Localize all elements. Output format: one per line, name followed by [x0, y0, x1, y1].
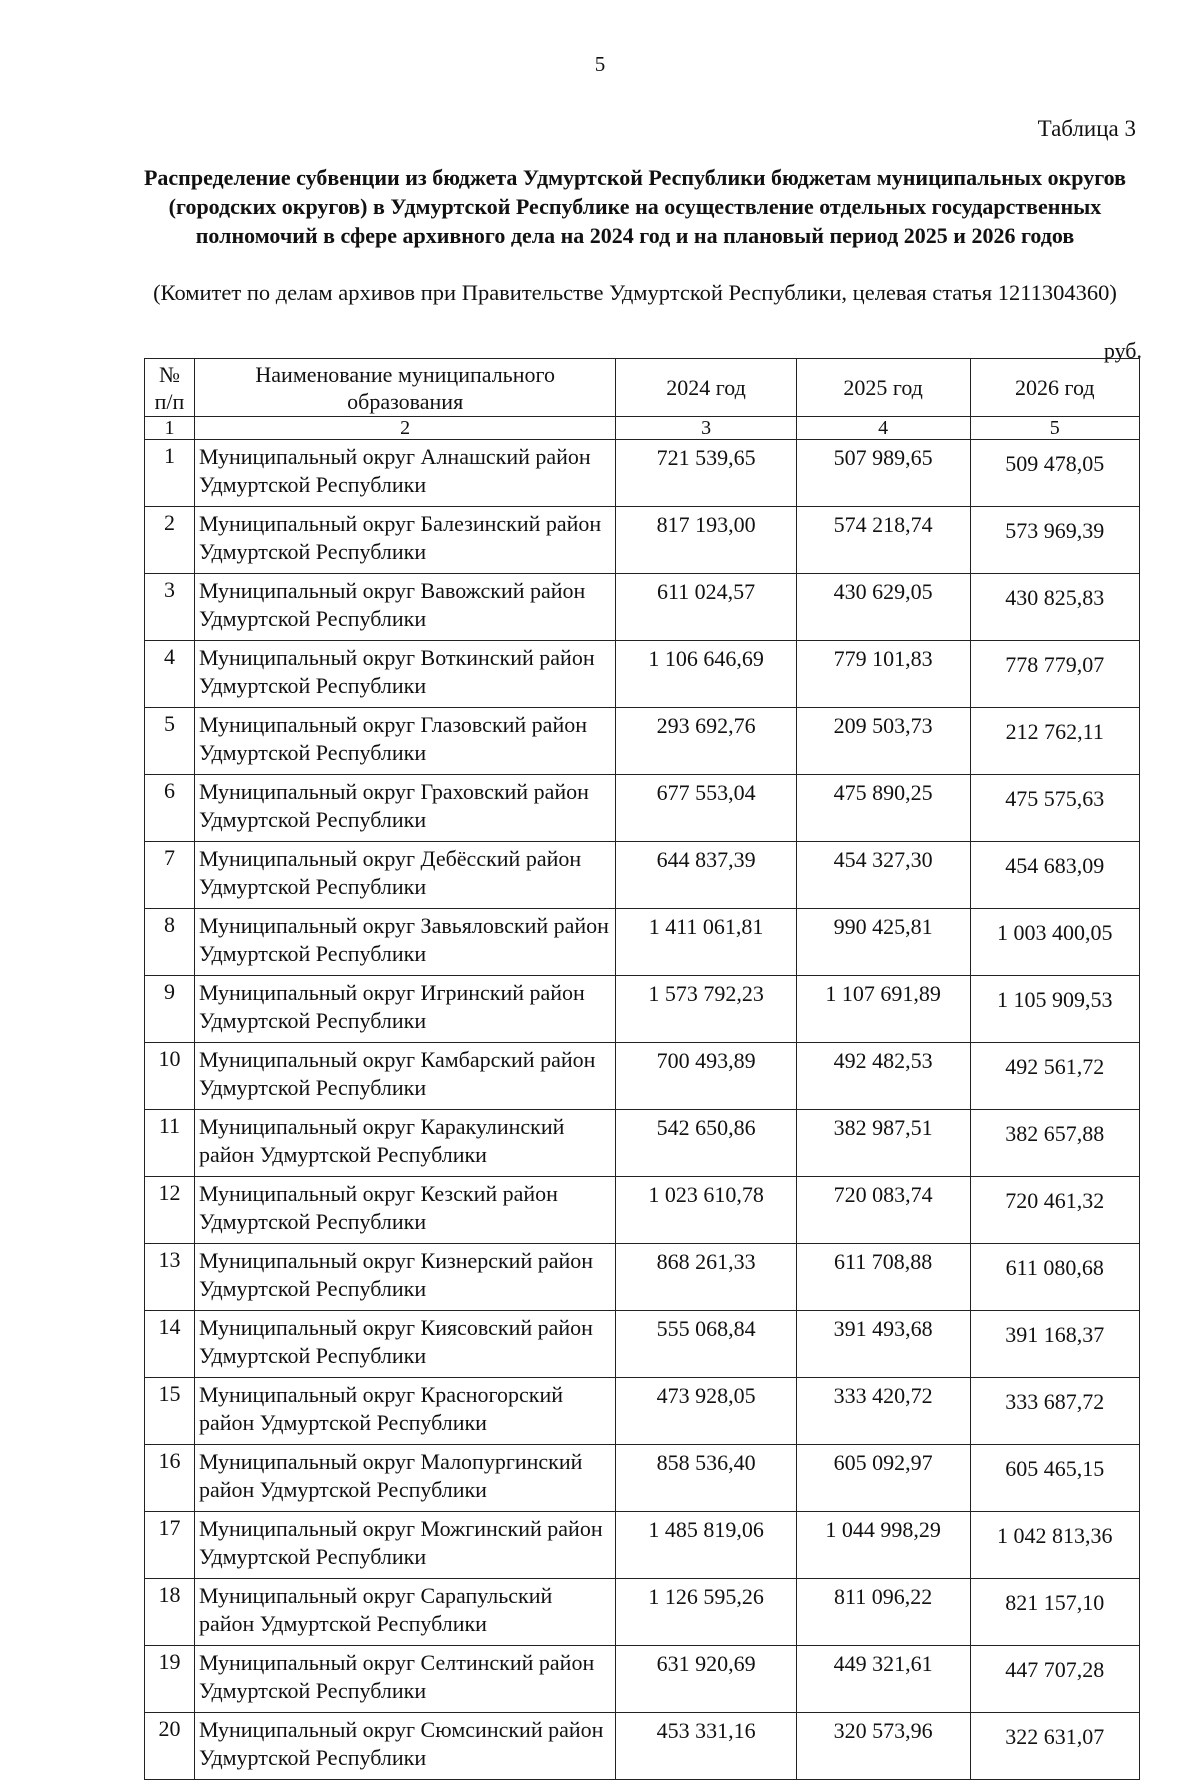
municipality-name: Муниципальный округ Дебёсский район Удмуртской Республики	[194, 842, 615, 909]
amount-2025: 391 493,68	[796, 1311, 970, 1378]
table-row	[145, 1311, 1140, 1378]
municipality-name: Муниципальный округ Киясовский район Удмуртской Республики	[194, 1311, 615, 1378]
municipality-name: Муниципальный округ Кезский район Удмуртской Республики	[194, 1177, 615, 1244]
row-number: 12	[145, 1177, 195, 1244]
amount-2026: 447 707,28	[970, 1646, 1139, 1713]
amount-2025: 449 321,61	[796, 1646, 970, 1713]
column-number: 1	[145, 417, 195, 440]
table-row	[145, 775, 1140, 842]
row-number: 2	[145, 507, 195, 574]
amount-2025: 507 989,65	[796, 440, 970, 507]
municipality-name: Муниципальный округ Селтинский район Удмуртской Республики	[194, 1646, 615, 1713]
amount-2024: 631 920,69	[616, 1646, 796, 1713]
municipality-name: Муниципальный округ Глазовский район Удмуртской Республики	[194, 708, 615, 775]
header-name: Наименование муниципального образования	[194, 359, 615, 417]
header-2026: 2026 год	[970, 359, 1139, 417]
document-title: Распределение субвенции из бюджета Удмуртской Республики бюджетам муниципальных округов (городских округов) в Удмуртской Республике на осуществление отдельных государственных полномочий в сфере архивного дела на 2024 год и на плановый период 2025 и 2026 годов	[143, 165, 1127, 248]
municipality-name: Муниципальный округ Каракулинский район Удмуртской Республики	[194, 1110, 615, 1177]
amount-2025: 382 987,51	[796, 1110, 970, 1177]
amount-2024: 1 126 595,26	[616, 1579, 796, 1646]
amount-2024: 1 023 610,78	[616, 1177, 796, 1244]
amount-2025: 574 218,74	[796, 507, 970, 574]
table-row	[145, 1110, 1140, 1177]
column-number: 4	[796, 417, 970, 440]
municipality-name: Муниципальный округ Вавожский район Удмуртской Республики	[194, 574, 615, 641]
header-2024: 2024 год	[616, 359, 796, 417]
header-no: № п/п	[145, 359, 195, 417]
amount-2024: 817 193,00	[616, 507, 796, 574]
amount-2025: 611 708,88	[796, 1244, 970, 1311]
table-row	[145, 1445, 1140, 1512]
row-number: 7	[145, 842, 195, 909]
amount-2025: 605 092,97	[796, 1445, 970, 1512]
municipality-name: Муниципальный округ Сюмсинский район Удмуртской Республики	[194, 1713, 615, 1780]
table-row	[145, 1244, 1140, 1311]
amount-2024: 1 411 061,81	[616, 909, 796, 976]
table-row	[145, 976, 1140, 1043]
units-label: руб.	[1103, 338, 1142, 363]
amount-2024: 555 068,84	[616, 1311, 796, 1378]
amount-2024: 868 261,33	[616, 1244, 796, 1311]
amount-2025: 1 044 998,29	[796, 1512, 970, 1579]
amount-2024: 721 539,65	[616, 440, 796, 507]
amount-2024: 858 536,40	[616, 1445, 796, 1512]
amount-2026: 475 575,63	[970, 775, 1139, 842]
amount-2024: 611 024,57	[616, 574, 796, 641]
municipality-name: Муниципальный округ Кизнерский район Удмуртской Республики	[194, 1244, 615, 1311]
table-row	[145, 507, 1140, 574]
row-number: 19	[145, 1646, 195, 1713]
amount-2026: 454 683,09	[970, 842, 1139, 909]
table-body	[145, 440, 1140, 1780]
row-number: 9	[145, 976, 195, 1043]
row-number: 16	[145, 1445, 195, 1512]
amount-2025: 811 096,22	[796, 1579, 970, 1646]
row-number: 6	[145, 775, 195, 842]
amount-2025: 430 629,05	[796, 574, 970, 641]
amount-2025: 454 327,30	[796, 842, 970, 909]
table-row	[145, 1177, 1140, 1244]
amount-2025: 333 420,72	[796, 1378, 970, 1445]
municipality-name: Муниципальный округ Граховский район Удмуртской Республики	[194, 775, 615, 842]
allocation-table	[144, 358, 1140, 1780]
row-number: 20	[145, 1713, 195, 1780]
amount-2025: 320 573,96	[796, 1713, 970, 1780]
amount-2024: 1 106 646,69	[616, 641, 796, 708]
amount-2025: 209 503,73	[796, 708, 970, 775]
header-2025: 2025 год	[796, 359, 970, 417]
amount-2024: 677 553,04	[616, 775, 796, 842]
amount-2024: 453 331,16	[616, 1713, 796, 1780]
amount-2026: 1 042 813,36	[970, 1512, 1139, 1579]
amount-2026: 322 631,07	[970, 1713, 1139, 1780]
table-row	[145, 909, 1140, 976]
table-row	[145, 842, 1140, 909]
amount-2025: 779 101,83	[796, 641, 970, 708]
table-row	[145, 1579, 1140, 1646]
municipality-name: Муниципальный округ Можгинский район Удмуртской Республики	[194, 1512, 615, 1579]
amount-2024: 644 837,39	[616, 842, 796, 909]
amount-2026: 1 105 909,53	[970, 976, 1139, 1043]
amount-2026: 821 157,10	[970, 1579, 1139, 1646]
municipality-name: Муниципальный округ Малопургинский район Удмуртской Республики	[194, 1445, 615, 1512]
amount-2026: 430 825,83	[970, 574, 1139, 641]
amount-2026: 333 687,72	[970, 1378, 1139, 1445]
amount-2024: 1 573 792,23	[616, 976, 796, 1043]
municipality-name: Муниципальный округ Красногорский район Удмуртской Республики	[194, 1378, 615, 1445]
amount-2024: 1 485 819,06	[616, 1512, 796, 1579]
row-number: 14	[145, 1311, 195, 1378]
table-row	[145, 641, 1140, 708]
amount-2024: 473 928,05	[616, 1378, 796, 1445]
column-number: 5	[970, 417, 1139, 440]
page-number: 5	[594, 52, 606, 76]
table-row	[145, 1713, 1140, 1780]
table-row	[145, 440, 1140, 507]
amount-2025: 492 482,53	[796, 1043, 970, 1110]
document-subtitle: (Комитет по делам архивов при Правительстве Удмуртской Республики, целевая статья 1211304360)	[153, 280, 1117, 305]
row-number: 13	[145, 1244, 195, 1311]
table-label: Таблица 3	[1037, 116, 1136, 141]
table-row	[145, 1043, 1140, 1110]
header-row	[145, 359, 1140, 417]
column-number: 2	[194, 417, 615, 440]
row-number: 8	[145, 909, 195, 976]
amount-2026: 492 561,72	[970, 1043, 1139, 1110]
amount-2026: 382 657,88	[970, 1110, 1139, 1177]
row-number: 11	[145, 1110, 195, 1177]
table-row	[145, 708, 1140, 775]
amount-2026: 605 465,15	[970, 1445, 1139, 1512]
column-number: 3	[616, 417, 796, 440]
column-number-row	[145, 417, 1140, 440]
table-row	[145, 1512, 1140, 1579]
amount-2026: 778 779,07	[970, 641, 1139, 708]
row-number: 15	[145, 1378, 195, 1445]
amount-2026: 573 969,39	[970, 507, 1139, 574]
amount-2024: 293 692,76	[616, 708, 796, 775]
row-number: 3	[145, 574, 195, 641]
amount-2026: 720 461,32	[970, 1177, 1139, 1244]
amount-2025: 720 083,74	[796, 1177, 970, 1244]
row-number: 10	[145, 1043, 195, 1110]
row-number: 5	[145, 708, 195, 775]
amount-2024: 700 493,89	[616, 1043, 796, 1110]
municipality-name: Муниципальный округ Сарапульский район Удмуртской Республики	[194, 1579, 615, 1646]
amount-2025: 1 107 691,89	[796, 976, 970, 1043]
municipality-name: Муниципальный округ Воткинский район Удмуртской Республики	[194, 641, 615, 708]
row-number: 1	[145, 440, 195, 507]
amount-2026: 391 168,37	[970, 1311, 1139, 1378]
municipality-name: Муниципальный округ Игринский район Удмуртской Республики	[194, 976, 615, 1043]
amount-2026: 212 762,11	[970, 708, 1139, 775]
row-number: 4	[145, 641, 195, 708]
amount-2026: 509 478,05	[970, 440, 1139, 507]
table-row	[145, 1646, 1140, 1713]
amount-2026: 1 003 400,05	[970, 909, 1139, 976]
table-row	[145, 574, 1140, 641]
row-number: 18	[145, 1579, 195, 1646]
amount-2025: 990 425,81	[796, 909, 970, 976]
amount-2026: 611 080,68	[970, 1244, 1139, 1311]
amount-2025: 475 890,25	[796, 775, 970, 842]
municipality-name: Муниципальный округ Алнашский район Удмуртской Республики	[194, 440, 615, 507]
row-number: 17	[145, 1512, 195, 1579]
municipality-name: Муниципальный округ Балезинский район Удмуртской Республики	[194, 507, 615, 574]
municipality-name: Муниципальный округ Камбарский район Удмуртской Республики	[194, 1043, 615, 1110]
amount-2024: 542 650,86	[616, 1110, 796, 1177]
table-row	[145, 1378, 1140, 1445]
municipality-name: Муниципальный округ Завьяловский район Удмуртской Республики	[194, 909, 615, 976]
